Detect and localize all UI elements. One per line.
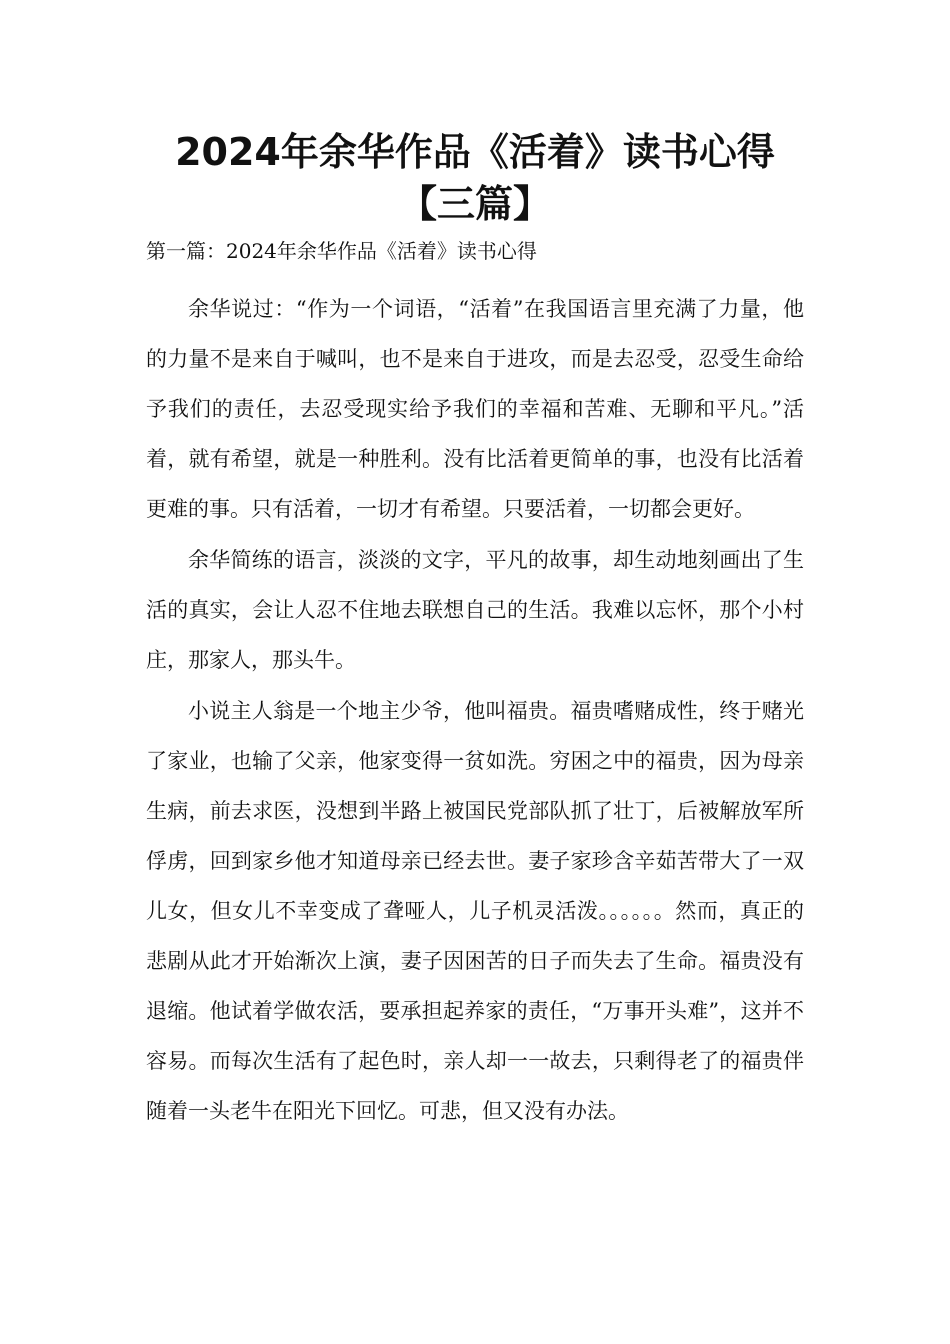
paragraph-3: 小说主人翁是一个地主少爷，他叫福贵。福贵嗜赌成性，终于赌光了家业，也输了父亲，他家变得一贫如洗。穷困之中的福贵，因为母亲生病，前去求医，没想到半路上被国民党部队抓了壮丁，后被解放军所俘虏，回到家乡他才知道母亲已经去世。妻子家珍含辛茹苦带大了一双儿女，但女儿不幸变成了聋哑人，儿子机灵活泼。。。。。。然而，真正的悲剧从此才开始渐次上演，妻子因困苦的日子而失去了生命。福贵没有退缩。他试着学做农活，要承担起养家的责任，“万事开头难”，这并不容易。而每次生活有了起色时，亲人却一一故去，只剩得老了的福贵伴随着一头老牛在阳光下回忆。可悲，但又没有办法。 — [146, 699, 804, 1123]
paragraph-1: 余华说过：“作为一个词语，“活着”在我国语言里充满了力量，他的力量不是来自于喊叫，也不是来自于进攻，而是去忍受，忍受生命给予我们的责任，去忍受现实给予我们的幸福和苦难、无聊和平凡。”活着，就有希望，就是一种胜利。没有比活着更简单的事，也没有比活着更难的事。只有活着，一切才有希望。只要活着，一切都会更好。 — [146, 297, 804, 521]
section-heading: 第一篇：2024年余华作品《活着》读书心得 — [146, 239, 537, 263]
document-title: 2024年余华作品《活着》读书心得【三篇】 — [175, 130, 775, 226]
paragraph-2: 余华简练的语言，淡淡的文字，平凡的故事，却生动地刻画出了生活的真实，会让人忍不住地去联想自己的生活。我难以忘怀，那个小村庄，那家人，那头牛。 — [146, 548, 804, 672]
